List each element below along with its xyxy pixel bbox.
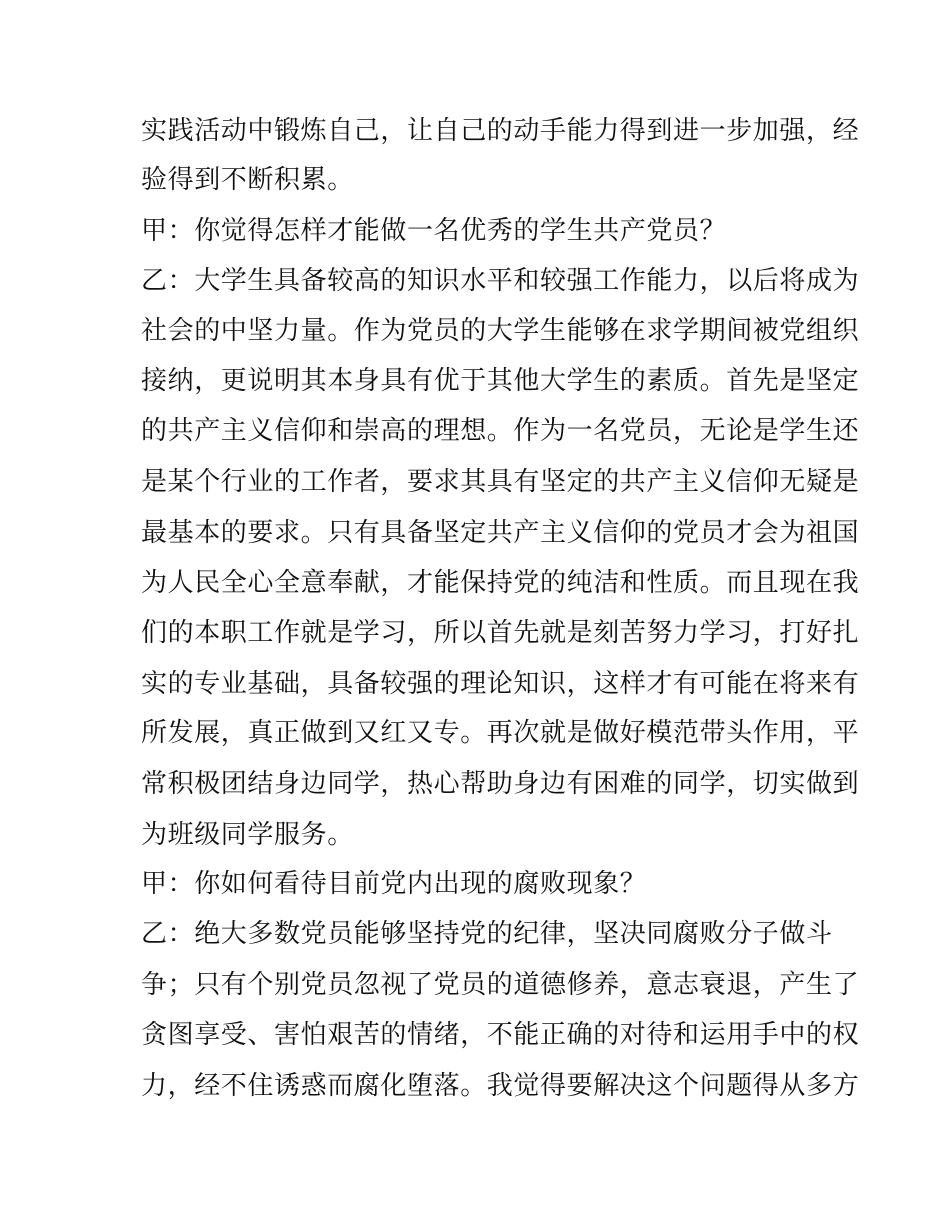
text-line: 常积极团结身边同学，热心帮助身边有困难的同学，切实做到 bbox=[141, 769, 860, 799]
text-line: 实践活动中锻炼自己，让自己的动手能力得到进一步加强，经 bbox=[141, 116, 860, 146]
dialogue-answer: 乙：大学生具备较高的知识水平和较强工作能力，以后将成为 bbox=[141, 266, 860, 296]
dialogue-question: 甲：你如何看待目前党内出现的腐败现象？ bbox=[141, 869, 647, 899]
text-line: 接纳，更说明其本身具有优于其他大学生的素质。首先是坚定 bbox=[141, 366, 860, 396]
dialogue-answer: 乙：绝大多数党员能够坚持党的纪律，坚决同腐败分子做斗 bbox=[141, 919, 833, 949]
text-line: 们的本职工作就是学习，所以首先就是刻苦努力学习，打好扎 bbox=[141, 618, 860, 648]
text-line: 实的专业基础，具备较强的理论知识，这样才有可能在将来有 bbox=[141, 669, 860, 699]
text-line: 所发展，真正做到又红又专。再次就是做好模范带头作用，平 bbox=[141, 718, 860, 748]
text-line: 的共产主义信仰和崇高的理想。作为一名党员，无论是学生还 bbox=[141, 416, 860, 446]
text-line: 为人民全心全意奉献，才能保持党的纯洁和性质。而且现在我 bbox=[141, 568, 860, 598]
text-line: 最基本的要求。只有具备坚定共产主义信仰的党员才会为祖国 bbox=[141, 518, 860, 548]
text-line: 贪图享受、害怕艰苦的情绪，不能正确的对待和运用手中的权 bbox=[141, 1020, 860, 1050]
text-line: 社会的中坚力量。作为党员的大学生能够在求学期间被党组织 bbox=[141, 316, 860, 346]
text-line: 为班级同学服务。 bbox=[141, 820, 354, 850]
dialogue-question: 甲：你觉得怎样才能做一名优秀的学生共产党员？ bbox=[141, 216, 727, 246]
text-line: 力，经不住诱惑而腐化堕落。我觉得要解决这个问题得从多方 bbox=[141, 1071, 860, 1101]
text-line: 争；只有个别党员忽视了党员的道德修养，意志衰退，产生了 bbox=[141, 970, 860, 1000]
text-line: 是某个行业的工作者，要求其具有坚定的共产主义信仰无疑是 bbox=[141, 467, 860, 497]
text-line: 验得到不断积累。 bbox=[141, 165, 354, 195]
